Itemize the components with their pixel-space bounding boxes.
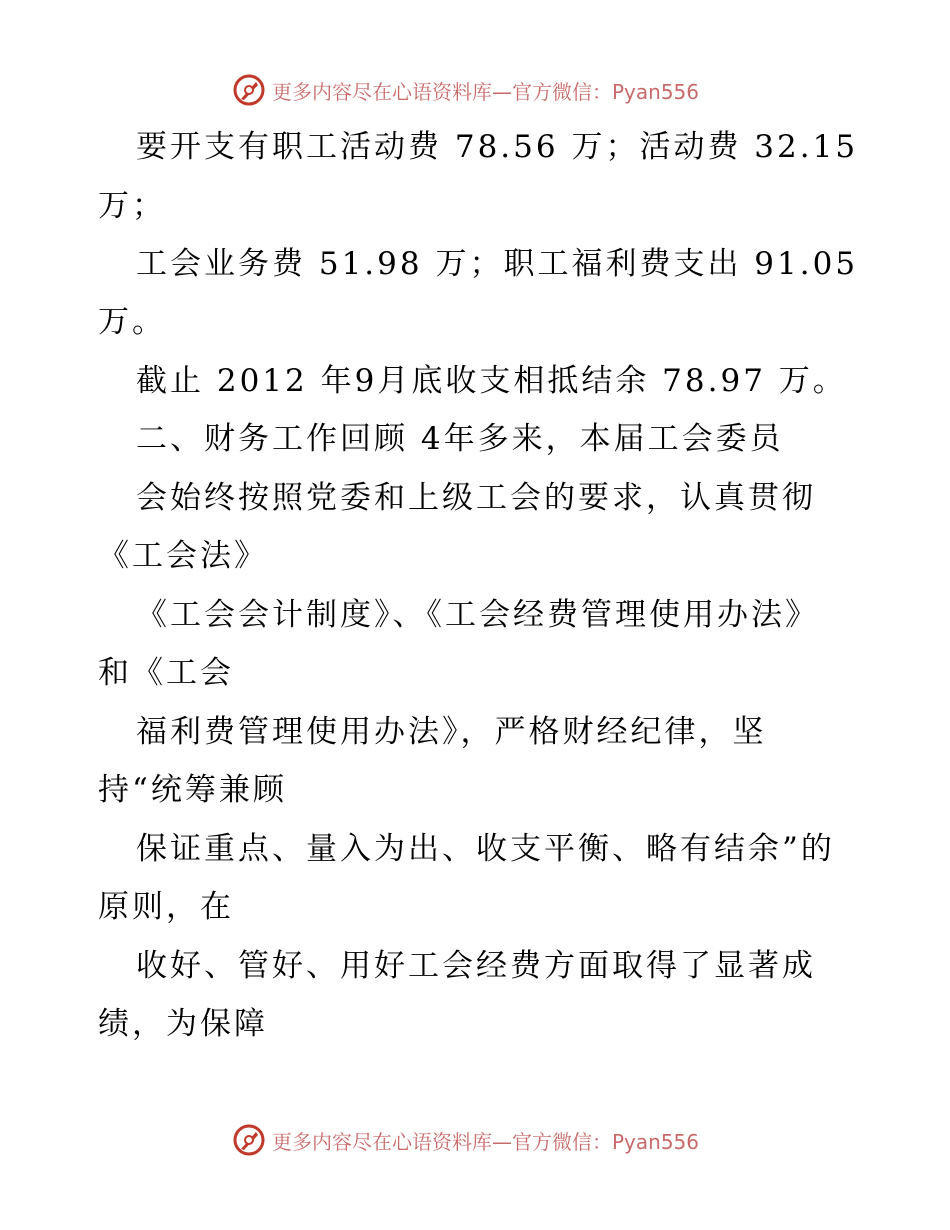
quill-logo-icon: [232, 1123, 266, 1157]
body-line: 工会业务费 51.98 万；职工福利费支出 91.05: [136, 246, 859, 282]
body-line: 会始终按照党委和上级工会的要求，认真贯彻: [136, 480, 816, 516]
body-line: 福利费管理使用办法》，严格财经纪律，坚: [136, 714, 767, 750]
body-line: 收好、管好、用好工会经费方面取得了显著成: [136, 948, 816, 984]
body-line: 要开支有职工活动费 78.56 万；活动费 32.15: [136, 129, 859, 165]
body-line: 截止 2012 年9月底收支相抵结余 78.97 万。: [136, 363, 847, 399]
body-line: 原则，在: [98, 889, 234, 925]
footer-watermark: [232, 1120, 752, 1160]
footer-watermark-text: 更多内容尽在心语资料库—官方微信：Pyan556: [272, 1129, 700, 1154]
body-line: 万；: [98, 188, 166, 224]
quill-logo-icon: [232, 73, 266, 107]
body-line: 保证重点、量入为出、收支平衡、略有结余”的: [136, 831, 835, 867]
body-line: 和《工会: [98, 655, 234, 691]
body-line: 二、财务工作回顾 4年多来，本届工会委员: [136, 421, 784, 457]
body-line: 万。: [98, 304, 166, 340]
header-watermark-text: 更多内容尽在心语资料库—官方微信：Pyan556: [272, 79, 700, 104]
body-line: 《工会会计制度》、《工会经费管理使用办法》: [136, 597, 819, 633]
body-line: 《工会法》: [98, 538, 268, 574]
body-line: 绩，为保障: [98, 1006, 268, 1042]
body-line: 持“统筹兼顾: [98, 772, 287, 808]
header-watermark: [232, 70, 752, 110]
